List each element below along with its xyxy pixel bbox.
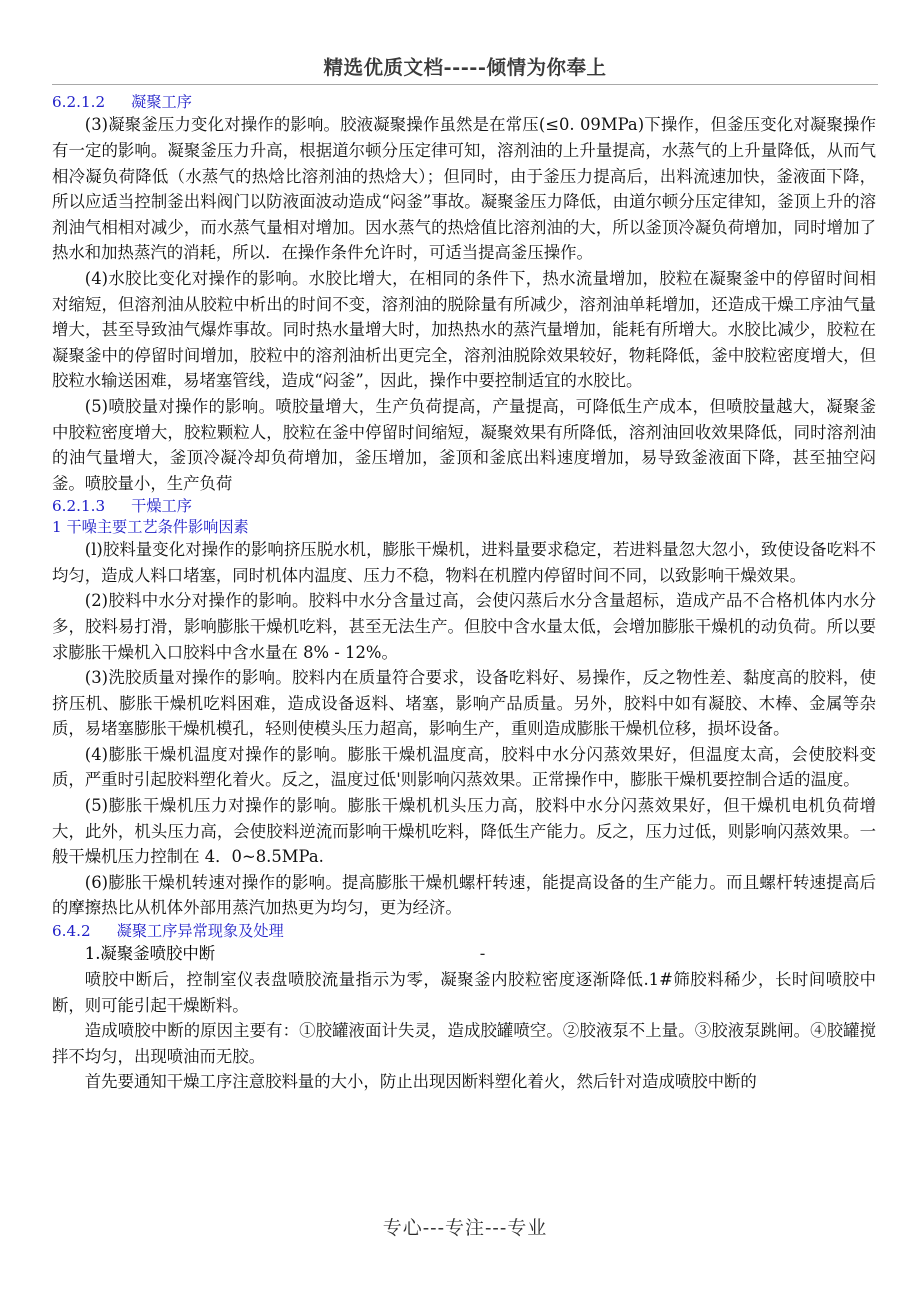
heading-6-2-1-3 <box>52 496 876 516</box>
paragraph: (4)水胶比变化对操作的影响。水胶比增大，在相同的条件下，热水流量增加，胶粒在凝聚釜中的停留时间相对缩短，但溶剂油从胶粒中析出的时间不变，溶剂油的脱除量有所减少，溶剂油单耗增加，还造成干燥工序油气量增大，甚至导致油气爆炸事故。同时热水量增大时，加热热水的蒸汽量增加，能耗有所增大。水胶比减少，胶粒在凝聚釜中的停留时间增加，胶粒中的溶剂油析出更完全，溶剂油脱除效果较好，物耗降低，釜中胶粒密度增大，但胶粒水输送困难，易堵塞管线，造成“闷釜”，因此，操作中要控制适宜的水胶比。 <box>52 268 876 391</box>
paragraph: 造成喷胶中断的原因主要有：①胶罐液面计失灵，造成胶罐喷空。②胶液泵不上量。③胶液泵跳闸。④胶罐搅拌不均匀，出现喷油而无胶。 <box>52 1021 876 1066</box>
paragraph: (l)胶料量变化对操作的影响挤压脱水机，膨胀干燥机，进料量要求稳定，若进料量忽大忽小，致使设备吃料不均匀，造成人料口堵塞，同时机体内温度、压力不稳，物料在机膛内停留时间不同，以致影响干燥效果。 <box>52 540 876 585</box>
heading-6-4-2 <box>52 921 876 941</box>
paragraph: (6)膨胀干燥机转速对操作的影响。提高膨胀干燥机螺杆转速，能提高设备的生产能力。而且螺杆转速提高后的摩擦热比从机体外部用蒸汽加热更为均匀，更为经济。 <box>52 872 876 918</box>
paragraph: (5)膨胀干燥机压力对操作的影响。膨胀干燥机机头压力高，胶料中水分闪蒸效果好，但干燥机电机负荷增大，此外，机头压力高，会使胶料逆流而影响干燥机吃料，降低生产能力。反之，压力过低，则影响闪蒸效果。一般干燥机压力控制在 4．0~8.5MPa. <box>52 796 876 867</box>
paragraph: 喷胶中断后，控制室仪表盘喷胶流量指示为零，凝聚釜内胶粒密度逐渐降低.1#筛胶料稀少，长时间喷胶中断，则可能引起干燥断料。 <box>52 970 876 1015</box>
heading-title: 凝聚工序异常现象及处理 <box>116 922 284 941</box>
paragraph: 首先要通知干燥工序注意胶料量的大小，防止出现因断料塑化着火，然后针对造成喷胶中断的 <box>84 1072 757 1092</box>
page-footer: 专心---专注---专业 <box>382 1217 548 1239</box>
paragraph: (3)洗胶质量对操作的影响。胶料内在质量符合要求，设备吃料好、易操作，反之物性差、黏度高的胶料，使挤压机、膨胀干燥机吃料困难，造成设备返料、堵塞，影响产品质量。另外，胶料中如有凝胶、木棒、金属等杂质，易堵塞膨胀干燥机模孔，轻则使模头压力超高，影响生产，重则造成膨胀干燥机位移，损坏设备。 <box>52 668 876 739</box>
heading-number: 6.2.1.3 <box>52 497 106 516</box>
heading-6-2-1-2 <box>52 92 876 112</box>
trailing-dash-mark: - <box>479 944 486 964</box>
page-header: 精选优质文档-----倾情为你奉上 <box>323 56 607 79</box>
header-divider <box>52 84 878 85</box>
heading-title: 凝聚工序 <box>131 93 192 111</box>
heading-number: 6.2.1.2 <box>52 93 106 111</box>
item-title-text: 1.凝聚釜喷胶中断 <box>84 944 216 964</box>
paragraph: (2)胶料中水分对操作的影响。胶料中水分含量过高，会使闪蒸后水分含量超标，造成产品不合格机体内水分多，胶料易打滑，影响膨胀干燥机吃料，甚至无法生产。但胶中含水量太低，会增加膨胀干燥机的动负荷。所以要求膨胀干燥机入口胶料中含水量在 8% - 12%。 <box>52 591 876 662</box>
heading-number: 6.4.2 <box>52 922 91 941</box>
paragraph: (4)膨胀干燥机温度对操作的影响。膨胀干燥机温度高，胶料中水分闪蒸效果好，但温度太高，会使胶料变质，严重时引起胶料塑化着火。反之，温度过低'则影响闪蒸效果。正常操作中，膨胀干燥机要控制合适的温度。 <box>52 744 876 790</box>
paragraph: (3)凝聚釜压力变化对操作的影响。胶液凝聚操作虽然是在常压(≤0. 09MPa)下操作，但釜压变化对凝聚操作有一定的影响。凝聚釜压力升高，根据道尔顿分压定律可知，溶剂油的上升量提高，水蒸气的上升量降低，从而气相冷凝负荷降低（水蒸气的热焓比溶剂油的热焓大）；但同时，由于釜压力提高后，出料流速加快，釜液面下降，所以应适当控制釜出料阀门以防液面波动造成“闷釜”事故。凝聚釜压力降低，由道尔顿分压定律知，釜顶上升的溶剂油气相相对减少，而水蒸气量相对增加。因水蒸气的热焓值比溶剂油的大，所以釜顶冷凝负荷增加，同时增加了热水和加热蒸汽的消耗，所以．在操作条件允许时，可适当提高釜压操作。 <box>52 115 876 263</box>
document-body <box>52 92 876 1095</box>
subheading-drying-factors: 1 干噪主要工艺条件影响因素 <box>52 517 249 536</box>
paragraph: (5)喷胶量对操作的影响。喷胶量增大，生产负荷提高，产量提高，可降低生产成本，但喷胶量越大，凝聚釜中胶粒密度增大，胶粒颗粒人，胶粒在釜中停留时间缩短，凝聚效果有所降低，溶剂油回收效果降低，同时溶剂油的油气量增大，釜顶冷凝冷却负荷增加，釜压增加，釜顶和釜底出料速度增加，易导致釜液面下降，甚至抽空闷釜。喷胶量小，生产负荷 <box>52 396 876 493</box>
item-title-spray-interruption <box>52 941 876 967</box>
heading-title: 干燥工序 <box>131 497 192 516</box>
